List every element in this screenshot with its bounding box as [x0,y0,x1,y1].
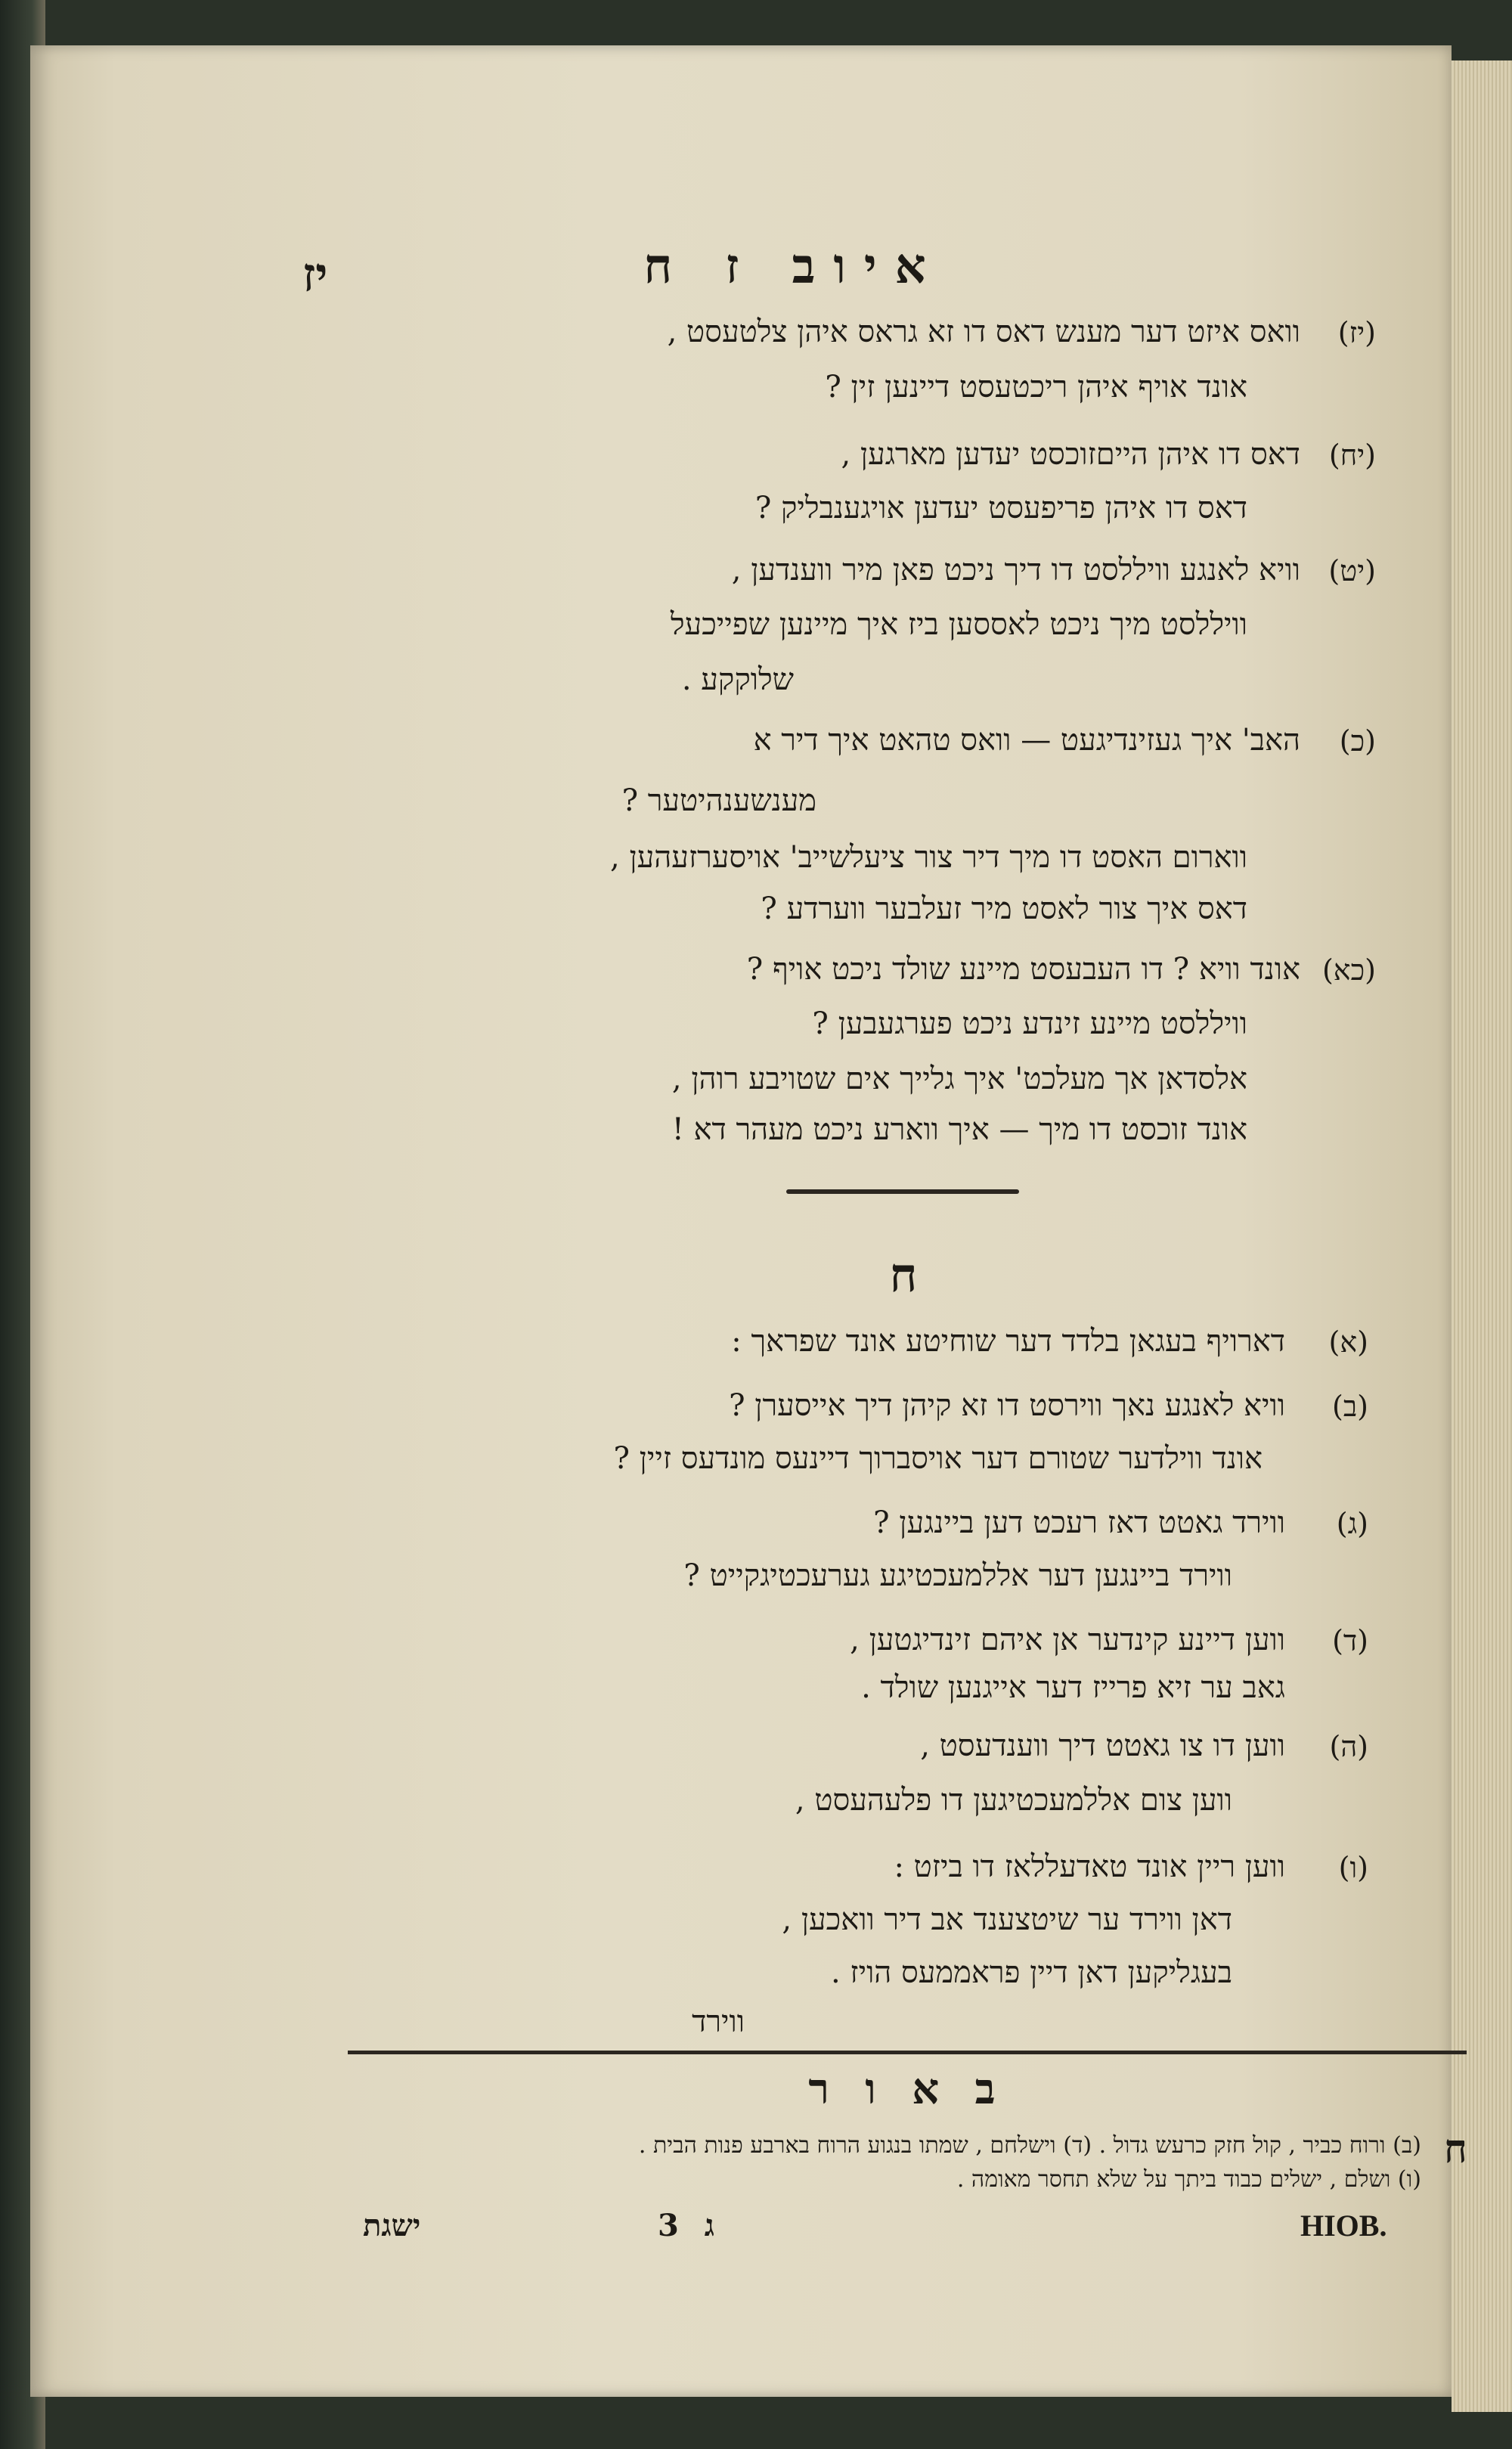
running-header [272,238,1315,306]
book-title: איוב ז ח [643,238,944,295]
verse-number: (ג) [1336,1507,1368,1540]
verse-line: ווירד ביינגען דער אללמעכטיגע גערעכטיגקייט ? [683,1558,1232,1593]
verse-number: (כ) [1339,724,1376,758]
footer-catchword: ישגת [363,2208,421,2243]
page-edge [1452,60,1512,2412]
verse-line: ווען ריין אונד טאדעללאז דו ביזט : [894,1849,1285,1884]
verse-line: וויא לאנגע וויללסט דו דיך ניכט פאן מיר ווענדען , [731,553,1300,587]
verse-line: ווארום האסט דו מיך דיר צור ציעלשייב' אויסערזעהען , [610,840,1247,875]
verse-number: (יח) [1328,439,1376,472]
footnote-divider [348,2051,1467,2054]
verse-line: אונד וויא ? דו העבעסט מיינע שולד ניכט אויף ? [746,952,1300,987]
verse-number: (א) [1328,1325,1368,1359]
verse-line: ווירד גאטט דאז רעכט דען ביינגען ? [873,1505,1285,1540]
verse-line: וויללסט מיינע זינדע ניכט פערגעבען ? [812,1006,1247,1041]
verse-line: אונד אויף איהן ריכטעסט דיינען זין ? [825,370,1247,405]
verse-line: אלסדאן אך מעלכט' איך גלייך אים שטויבע רוהן , [671,1062,1247,1096]
verse-line: ווען צום אללמעכטיגען דו פלעהעסט , [795,1783,1232,1818]
verse-line: אונד זוכסט דו מיך — איך ווארע ניכט מעהר דא ! [671,1112,1247,1147]
verse-line: דאס איך צור לאסט מיר זעלבער ווערדע ? [761,891,1247,926]
verse-line: בעגליקען דאן דיין פראממעס הויז . [831,1955,1232,1990]
verse-line: דאן ווירד ער שיטצענד אב דיר וואכען , [782,1902,1232,1937]
verse-line: גאב ער זיא פרייז דער אייגנען שולד . [861,1670,1285,1705]
verse-line: שלוקקע . [681,662,794,697]
book-page [30,45,1467,2397]
page-number: יז [302,247,328,302]
footnote-line: (ב) ורוח כביר , קול חזק כרעש גדול . (ד) וישלחם , שמתו בנגוע הרוח בארבע פנות הבית . [638,2132,1421,2159]
verse-line: אונד ווילדער שטורם דער אויסברוך דיינעס מונדעס זיין ? [613,1441,1263,1476]
running-footer-title: HIOB. [1300,2209,1387,2243]
verse-line: ווען דיינע קינדער אן איהם זינדיגטען , [850,1623,1285,1657]
verse-line: דארויף בעגאן בלדד דער שוחיטע אונד שפראך : [731,1324,1285,1359]
verse-number: (יז) [1337,316,1376,349]
verse-line: מענשענהיטער ? [621,783,816,818]
footnote-chapter-letter: ח [1444,2126,1467,2172]
verse-line: וויא לאנגע נאך ווירסט דו זא קיהן דיך אייסערן ? [729,1388,1285,1423]
verse-line: ווען דו צו גאטט דיך ווענדעסט , [920,1728,1285,1763]
verse-number: (ה) [1329,1730,1368,1763]
verse-number: (יט) [1328,554,1376,587]
footnote-line: (ו) ושלם , ישלים כבוד ביתך על שלא תחסר מאומה . [956,2166,1421,2193]
section-divider [786,1189,1019,1194]
verse-line: וויללסט מיך ניכט לאססען ביז איך מיינען שפייכעל [670,607,1247,642]
footnote-title: ב א ו ר [808,2064,1006,2114]
catchword: ווירד [692,2004,745,2039]
verse-line: וואס איזט דער מענש דאס דו זא גראס איהן צלטעסט , [667,315,1300,349]
chapter-heading: ח [889,1248,918,1303]
verse-number: (ב) [1332,1390,1368,1423]
signature-mark: 3 ג [658,2208,722,2243]
verse-line: האב' איך געזינדיגעט — וואס טהאט איך דיר א [753,723,1300,758]
verse-number: (ד) [1332,1624,1368,1657]
verse-line: דאס דו איהן הייםזוכסט יעדען מארגען , [841,437,1300,472]
verse-number: (כא) [1321,953,1376,987]
verse-line: דאס דו איהן פריפעסט יעדען אויגענבליק ? [754,491,1247,525]
verse-number: (ו) [1338,1851,1368,1884]
